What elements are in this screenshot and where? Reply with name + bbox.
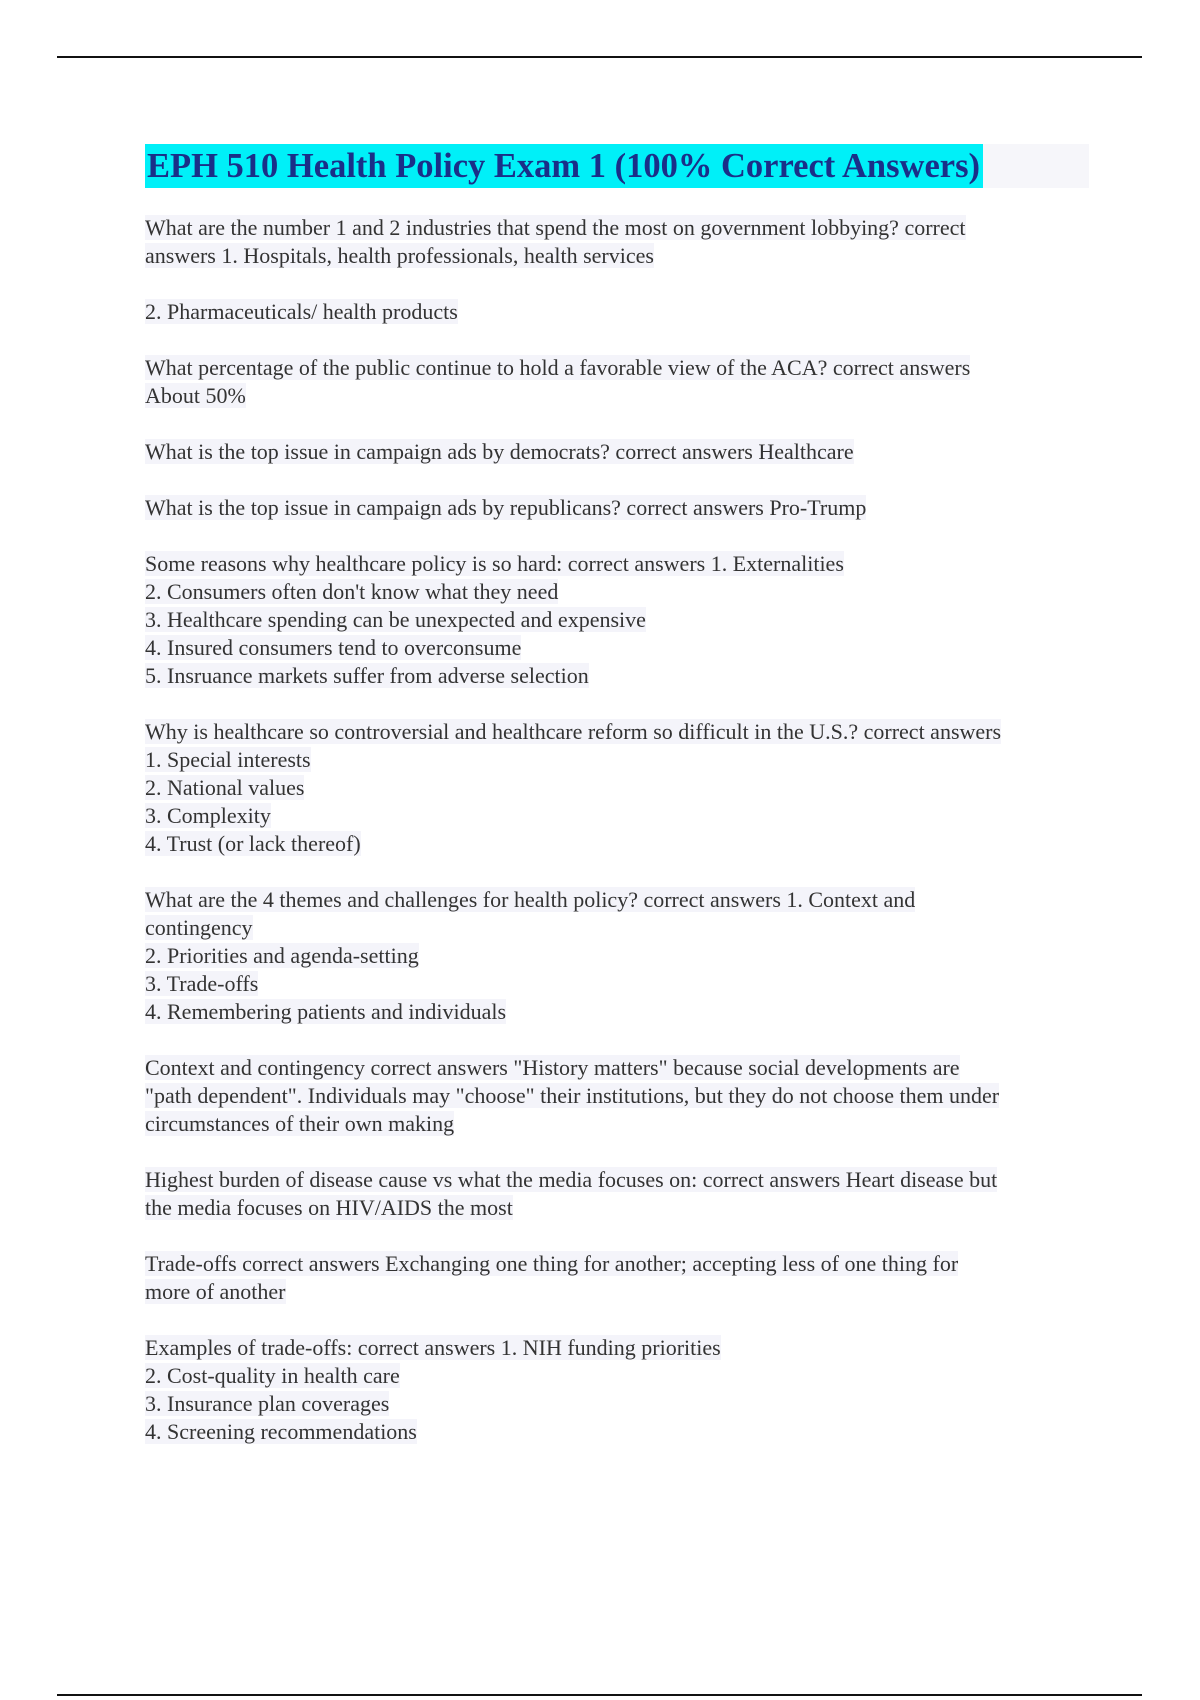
text-line: contingency [145, 915, 253, 940]
text-line: 3. Healthcare spending can be unexpected and expensive [145, 607, 646, 632]
text-line: What is the top issue in campaign ads by republicans? correct answers Pro-Trump [145, 495, 867, 520]
text-line: What is the top issue in campaign ads by democrats? correct answers Healthcare [145, 439, 854, 464]
text-line: Why is healthcare so controversial and healthcare reform so difficult in the U.S.? correct answers [145, 719, 1002, 744]
text-line: Highest burden of disease cause vs what the media focuses on: correct answers Heart disease but [145, 1167, 998, 1192]
text-line: 3. Trade-offs [145, 971, 259, 996]
qa-block-11 [145, 1250, 1095, 1306]
text-line: Examples of trade-offs: correct answers 1. NIH funding priorities [145, 1335, 721, 1360]
text-line: What are the number 1 and 2 industries that spend the most on government lobbying? correct [145, 215, 966, 240]
text-line: the media focuses on HIV/AIDS the most [145, 1195, 513, 1220]
qa-block-5 [145, 494, 1095, 522]
text-line: 4. Insured consumers tend to overconsume [145, 635, 522, 660]
text-line: 5. Insruance markets suffer from adverse selection [145, 663, 589, 688]
text-line: 2. Priorities and agenda-setting [145, 943, 419, 968]
qa-block-1 [145, 214, 1095, 270]
text-line: 4. Trust (or lack thereof) [145, 831, 361, 856]
text-line: answers 1. Hospitals, health professionals, health services [145, 243, 654, 268]
text-line: 1. Special interests [145, 747, 311, 772]
text-line: About 50% [145, 383, 246, 408]
qa-block-3 [145, 354, 1095, 410]
document-body [145, 214, 1095, 1474]
title-row [145, 144, 1089, 188]
document-title: EPH 510 Health Policy Exam 1 (100% Correct Answers) [145, 144, 983, 188]
footer-rule [57, 1694, 1142, 1696]
qa-block-2 [145, 298, 1095, 326]
text-line: Trade-offs correct answers Exchanging one thing for another; accepting less of one thing for [145, 1251, 959, 1276]
text-line: 2. National values [145, 775, 305, 800]
text-line: Context and contingency correct answers "History matters" because social developments are [145, 1055, 960, 1080]
qa-block-9 [145, 1054, 1095, 1138]
text-line: What are the 4 themes and challenges for health policy? correct answers 1. Context and [145, 887, 916, 912]
text-line: 3. Complexity [145, 803, 271, 828]
text-line: "path dependent". Individuals may "choose" their institutions, but they do not choose them under [145, 1083, 1000, 1108]
qa-block-10 [145, 1166, 1095, 1222]
qa-block-7 [145, 718, 1095, 858]
qa-block-8 [145, 886, 1095, 1026]
text-line: Some reasons why healthcare policy is so hard: correct answers 1. Externalities [145, 551, 844, 576]
qa-block-4 [145, 438, 1095, 466]
text-line: What percentage of the public continue to hold a favorable view of the ACA? correct answers [145, 355, 971, 380]
text-line: 4. Remembering patients and individuals [145, 999, 507, 1024]
text-line: 2. Pharmaceuticals/ health products [145, 299, 458, 324]
qa-block-6 [145, 550, 1095, 690]
text-line: 2. Cost-quality in health care [145, 1363, 400, 1388]
text-line: 2. Consumers often don't know what they need [145, 579, 559, 604]
text-line: more of another [145, 1279, 286, 1304]
text-line: 3. Insurance plan coverages [145, 1391, 390, 1416]
text-line: circumstances of their own making [145, 1111, 455, 1136]
text-line: 4. Screening recommendations [145, 1419, 417, 1444]
header-rule [57, 56, 1142, 58]
qa-block-12 [145, 1334, 1095, 1446]
